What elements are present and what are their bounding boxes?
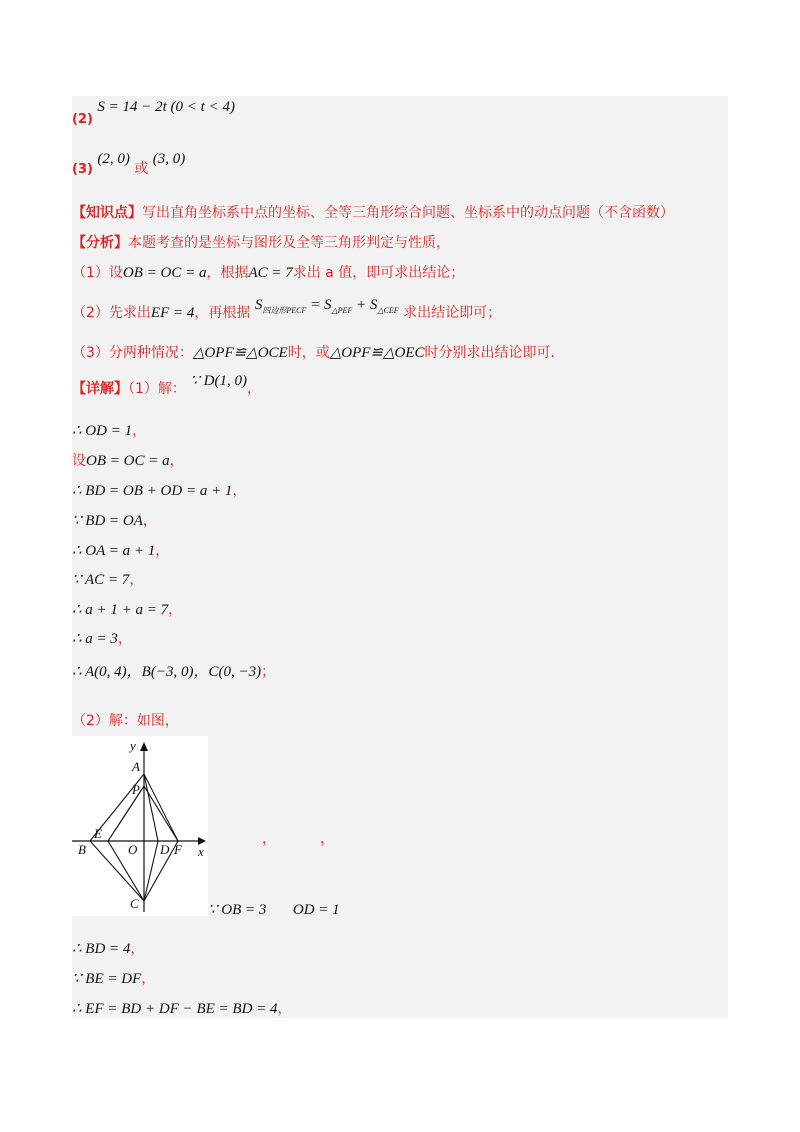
step2-formula-1: EF = 4 [150, 305, 195, 321]
stray-comma-2: ， [320, 831, 334, 847]
analysis-step-1 [72, 262, 464, 282]
analysis-line [72, 232, 450, 252]
detail-label: 【详解】 [72, 381, 128, 397]
step2-mid: ，再根据 [194, 305, 251, 321]
step-line: ∴ BD = OB + OD = a + 1， [72, 483, 247, 499]
step1-formula-2: AC = 7 [248, 265, 293, 281]
detail-line: 【详解】（1）解： ∵ D(1, 0)， [72, 373, 261, 397]
part2-solve-line [72, 710, 179, 730]
part3-point-1: (2, 0) [97, 151, 130, 167]
knowledge-line [72, 202, 674, 222]
tail-line: ∵ BE = DF， [72, 971, 156, 987]
step-line: 设OB = OC = a， [72, 453, 184, 469]
step3-mid: 时，或 [287, 345, 330, 361]
step1-mid: ，根据 [206, 265, 249, 281]
step-line: ∵ AC = 7， [72, 572, 144, 588]
analysis-text: 本题考查的是坐标与图形及全等三角形判定与性质， [128, 235, 450, 251]
step-line: ∴ a = 3， [72, 631, 132, 647]
part3-answer [72, 148, 186, 177]
tail-line: ∴ BD = 4， [72, 941, 145, 957]
step2-prefix: （2）先求出 [72, 305, 151, 321]
step-line: ∴ A(0, 4)，B(−3, 0)，C(0, −3)； [72, 664, 276, 680]
step-line: ∴ a + 1 + a = 7， [72, 602, 183, 618]
label-d: D [160, 842, 170, 857]
part3-number: (3) [72, 162, 93, 177]
step3-formula-2: △OPF≌△OEC [329, 345, 425, 361]
part2-number: (2) [72, 112, 93, 127]
step3-formula-1: △OPF≌△OCE [192, 345, 288, 361]
detail-formula: ∵ D(1, 0) [190, 373, 247, 389]
detail-text: （1）解： [128, 381, 186, 397]
label-x: x [198, 844, 204, 859]
since-line [208, 900, 340, 919]
geometry-figure [72, 736, 208, 916]
step2-suffix: 求出结论即可； [403, 305, 502, 321]
label-o: O [128, 842, 138, 857]
knowledge-label: 【知识点】 [72, 205, 142, 221]
label-y: y [130, 738, 136, 753]
step1-prefix: （1）设 [72, 265, 123, 281]
since-formula-2: OD = 1 [292, 902, 340, 918]
part2-answer [72, 99, 235, 127]
label-c: C [130, 896, 139, 911]
step1-formula-1: OB = OC = a [122, 265, 207, 281]
label-p: P [132, 782, 140, 797]
step-line: ∵ BD = OA， [72, 513, 157, 529]
since-formula-1: ∵ OB = 3 [208, 902, 267, 918]
step2-area-formula: $S_{四边形PECF} = S_{\triangle PEF} + S_{\triangle CEF}$ [254, 297, 399, 315]
part3-or: 或 [134, 161, 149, 177]
step-line: ∴ OD = 1， [72, 423, 147, 439]
part2-formula: S = 14 − 2t (0 < t < 4) [97, 99, 235, 115]
knowledge-text: 写出直角坐标系中点的坐标、全等三角形综合问题、坐标系中的动点问题（不含函数） [142, 205, 674, 221]
tail-line: ∴ EF = BD + DF − BE = BD = 4， [72, 1001, 292, 1017]
part3-point-2: (3, 0) [152, 151, 186, 167]
stray-comma-1: ， [262, 831, 276, 847]
analysis-step-3 [72, 342, 565, 362]
label-e: E [94, 826, 102, 841]
label-a: A [132, 759, 140, 774]
analysis-label: 【分析】 [72, 235, 128, 251]
analysis-step-2 [72, 297, 502, 324]
label-f: F [174, 842, 182, 857]
step1-suffix: 求出 a 值，即可求出结论； [292, 265, 465, 281]
step3-prefix: （3）分两种情况： [72, 345, 193, 361]
label-b: B [78, 842, 86, 857]
step-line: ∴ OA = a + 1， [72, 543, 170, 559]
step3-suffix: 时分别求出结论即可． [424, 345, 565, 361]
part2-solve-text: （2）解：如图， [72, 713, 179, 729]
